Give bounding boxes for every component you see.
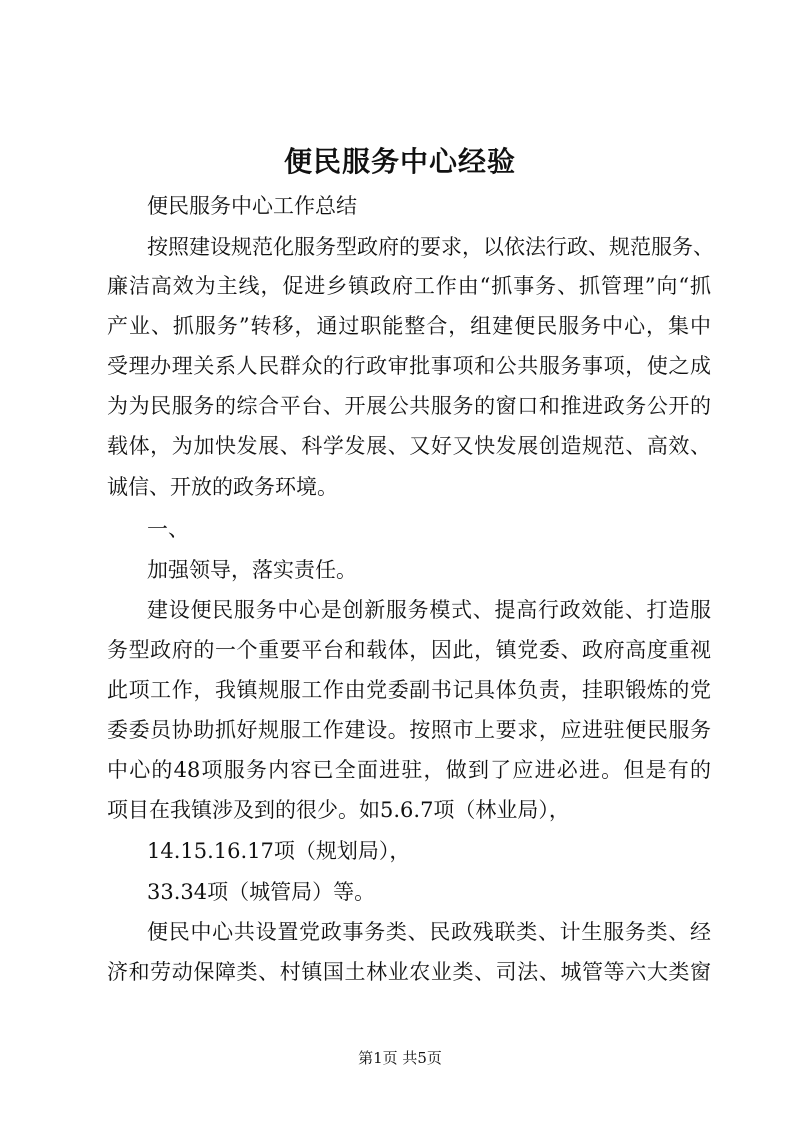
paragraph-line: 此项工作，我镇规服工作由党委副书记具体负责，挂职锻炼的党	[107, 678, 711, 702]
paragraph-line: 诚信、开放的政务环境。	[107, 475, 338, 499]
paragraph-line: 为为民服务的综合平台、开展公共服务的窗口和推进政务公开的	[107, 394, 711, 418]
paragraph-line: 按照建设规范化服务型政府的要求，以依法行政、规范服务、	[147, 235, 714, 259]
paragraph-line: 载体，为加快发展、科学发展、又好又快发展创造规范、高效、	[107, 434, 711, 458]
paragraph-line: 受理办理关系人民群众的行政审批事项和公共服务事项，使之成	[107, 354, 711, 378]
paragraph-line: 产业、抓服务”转移，通过职能整合，组建便民服务中心，集中	[107, 314, 711, 338]
page-title: 便民服务中心经验	[283, 145, 516, 178]
paragraph-line: 委委员协助抓好规服工作建设。按照市上要求，应进驻便民服务	[107, 718, 711, 742]
paragraph-line: 中心的48项服务内容已全面进驻，做到了应进必进。但是有的	[107, 758, 711, 782]
page-footer: 第1页 共5页	[358, 1049, 442, 1067]
subtitle-line: 便民服务中心工作总结	[147, 194, 357, 218]
paragraph-line: 济和劳动保障类、村镇国土林业农业类、司法、城管等六大类窗	[107, 960, 711, 984]
paragraph-line: 廉洁高效为主线，促进乡镇政府工作由“抓事务、抓管理”向“抓	[107, 274, 711, 298]
paragraph-line: 14.15.16.17项（规划局），	[147, 839, 411, 863]
paragraph-line: 便民中心共设置党政事务类、民政残联类、计生服务类、经	[147, 920, 711, 944]
paragraph-line: 33.34项（城管局）等。	[147, 880, 376, 904]
section-heading: 加强领导，落实责任。	[147, 558, 357, 582]
paragraph-line: 务型政府的一个重要平台和载体，因此，镇党委、政府高度重视	[107, 638, 711, 662]
section-number: 一、	[147, 517, 189, 541]
paragraph-line: 建设便民服务中心是创新服务模式、提高行政效能、打造服	[147, 598, 711, 622]
paragraph-line: 项目在我镇涉及到的很少。如5.6.7项（林业局），	[107, 798, 570, 822]
